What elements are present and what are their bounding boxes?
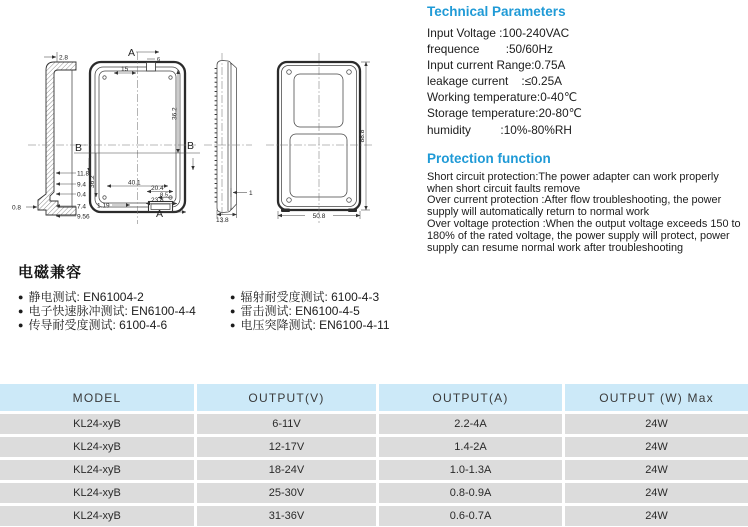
drawing-back-view	[266, 53, 374, 223]
spec-table	[0, 384, 748, 526]
dim-label: 2.8	[59, 54, 69, 62]
dim-label: 36.2	[171, 107, 179, 120]
dim-label: 9.56	[77, 213, 90, 221]
dim-label: 0.8	[12, 204, 22, 212]
table-cell: 24W	[565, 483, 748, 503]
tech-param-line: leakage current :≤0.25A	[427, 74, 563, 89]
emc-test-label: 电压突降测试: EN6100-4-11	[240, 318, 390, 332]
table-cell: 0.6-0.7A	[379, 506, 562, 526]
emc-test-label: 雷击测试: EN6100-4-5	[240, 304, 360, 318]
emc-list	[18, 291, 420, 333]
table-cell: 2.2-4A	[379, 414, 562, 434]
bullet-icon: ●	[230, 292, 236, 302]
protection-text	[427, 172, 745, 255]
dim-label: 1.19	[97, 202, 110, 210]
dim-label: 20.4	[151, 185, 164, 192]
dim-label: 15	[121, 66, 129, 73]
dim-label: 1	[249, 190, 253, 197]
emc-title: 电磁兼容	[18, 264, 83, 281]
bullet-icon: ●	[230, 306, 236, 316]
table-cell: KL24-xyB	[0, 414, 194, 434]
table-cell: 25-30V	[197, 483, 376, 503]
dim-label: 88.8	[359, 129, 366, 143]
table-cell: 1.0-1.3A	[379, 460, 562, 480]
table-header-cell: OUTPUT(V)	[197, 384, 376, 411]
table-cell: 1.4-2A	[379, 437, 562, 457]
emc-section	[18, 261, 420, 333]
protection-title: Protection function	[427, 150, 551, 166]
bullet-icon: ●	[230, 320, 236, 330]
dim-label: 40.1	[128, 179, 141, 187]
table-cell: 12-17V	[197, 437, 376, 457]
drawing-section-view	[12, 52, 90, 221]
dim-label: 50.8	[312, 213, 326, 220]
table-cell: KL24-xyB	[0, 460, 194, 480]
drawing-side-view	[204, 53, 253, 224]
dim-label: 7.4	[77, 203, 87, 211]
table-header-cell: MODEL	[0, 384, 194, 411]
table-cell: 6-11V	[197, 414, 376, 434]
emc-test-item	[18, 319, 230, 333]
bullet-icon: ●	[18, 320, 24, 330]
tech-param-line: Storage temperature:20-80℃	[427, 106, 582, 121]
section-label-b: B	[75, 142, 83, 154]
section-label-a: A	[156, 208, 164, 220]
emc-test-label: 传导耐受度测试: 6100-4-6	[28, 318, 168, 332]
table-cell: KL24-xyB	[0, 483, 194, 503]
tech-param-line: humidity :10%-80%RH	[427, 122, 572, 137]
dim-label: 0.4	[77, 191, 87, 199]
table-header-cell: OUTPUT (W) Max	[565, 384, 748, 411]
protection-line: Over current protection :After flow troubleshooting, the power supply will automatically return to normal work	[427, 194, 722, 219]
right-column	[427, 4, 745, 255]
dim-label: 6	[157, 57, 161, 63]
bullet-icon: ●	[18, 292, 24, 302]
table-cell: 24W	[565, 437, 748, 457]
section-label-a: A	[128, 47, 136, 59]
table-header-cell: OUTPUT(A)	[379, 384, 562, 411]
table-cell: KL24-xyB	[0, 506, 194, 526]
dim-label: 23.8	[151, 197, 164, 204]
emc-test-item	[230, 291, 420, 305]
table-cell: 31-36V	[197, 506, 376, 526]
bullet-icon: ●	[18, 306, 24, 316]
tech-param-line: Input current Range:0.75A	[427, 58, 566, 73]
protection-line: Over voltage protection :When the output voltage exceeds 150 to 180% of the rated voltage, the power supply will protect, power supply can resume normal work after troubleshooting	[427, 218, 741, 255]
table-cell: 24W	[565, 414, 748, 434]
emc-test-item	[18, 291, 230, 305]
tech-params-title: Technical Parameters	[427, 4, 566, 19]
table-cell: 0.8-0.9A	[379, 483, 562, 503]
emc-test-label: 静电测试: EN61004-2	[28, 290, 144, 304]
table-cell: 24W	[565, 460, 748, 480]
dim-label: 9.4	[77, 181, 87, 189]
emc-test-item	[230, 305, 420, 319]
emc-test-label: 辐射耐受度测试: 6100-4-3	[240, 290, 380, 304]
technical-drawings	[0, 40, 420, 240]
emc-test-item	[230, 319, 420, 333]
emc-test-item	[18, 305, 230, 319]
tech-param-line: frequence :50/60Hz	[427, 42, 553, 57]
section-label-b: B	[187, 140, 195, 152]
table-cell: 18-24V	[197, 460, 376, 480]
tech-param-line: Input Voltage :100-240VAC	[427, 26, 570, 40]
emc-test-label: 电子快速脉冲测试: EN6100-4-4	[28, 304, 196, 318]
protection-line: Short circuit protection:The power adapter can work properly when short circuit faults remove	[427, 170, 719, 195]
tech-params-list	[427, 25, 745, 138]
dim-label: 13.8	[216, 217, 229, 224]
dim-label: 36.2	[89, 175, 96, 188]
drawing-front-view	[74, 47, 200, 224]
table-cell: KL24-xyB	[0, 437, 194, 457]
emc-right-column	[230, 291, 420, 333]
tech-param-line: Working temperature:0-40℃	[427, 90, 578, 105]
emc-left-column	[18, 291, 230, 333]
dim-label: 11.8	[77, 170, 90, 178]
dim-label: 8.5	[160, 192, 169, 199]
table-cell: 24W	[565, 506, 748, 526]
